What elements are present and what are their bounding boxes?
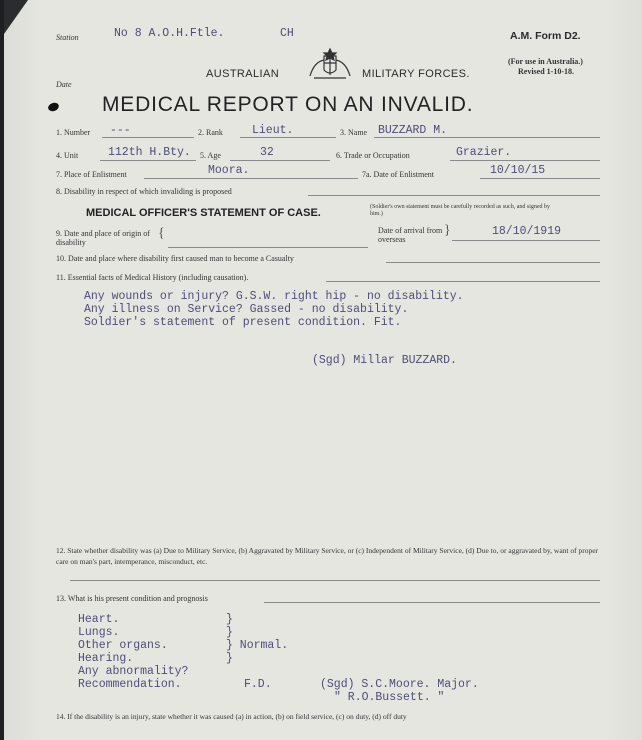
attribution-question: 12. State whether disability was (a) Due to Military Service, (b) Aggravated by Military Service, or (c) Independent of Military Service, (d) Due to, or aggravated by, want of proper care on man's part, intemperance, misconduct, etc.	[56, 546, 599, 566]
exam-abnormality: Any abnormality?	[78, 665, 189, 678]
unit-label: 4. Unit	[56, 151, 79, 160]
unit-value: 112th H.Bty.	[108, 146, 191, 159]
org-left: AUSTRALIAN	[206, 68, 280, 80]
station-label: Station	[56, 33, 79, 42]
attribution-rule	[70, 580, 600, 581]
exam-recommendation: Recommendation.	[78, 678, 182, 691]
enlistment-place-label: 7. Place of Enlistment	[56, 170, 127, 179]
history-label: 11. Essential facts of Medical History (including causation).	[56, 273, 249, 282]
arrival-rule	[452, 240, 600, 241]
statement-heading: MEDICAL OFFICER'S STATEMENT OF CASE.	[86, 207, 321, 219]
name-value: BUZZARD M.	[378, 124, 448, 137]
enlistment-date-value: 10/10/15	[490, 164, 546, 177]
rank-rule	[240, 137, 336, 138]
document-page	[4, 0, 642, 740]
exam-other-organs: Other organs.	[78, 639, 168, 652]
rank-value: Lieut.	[252, 124, 294, 137]
doctor-signature-1: (Sgd) S.C.Moore. Major.	[320, 678, 479, 691]
number-value: ---	[110, 124, 131, 137]
enlistment-place-rule	[144, 178, 358, 179]
form-use-note: (For use in Australia.)	[508, 57, 583, 66]
casualty-label: 10. Date and place where disability first caused man to become a Casualty	[56, 254, 294, 263]
age-label: 5. Age	[200, 151, 221, 160]
injury-question: 14. If the disability is an injury, state whether it was caused (a) in action, (b) on field service, (c) on duty, (d) off duty	[56, 712, 407, 721]
folded-corner	[4, 0, 28, 34]
page-title: MEDICAL REPORT ON AN INVALID.	[102, 93, 474, 116]
origin-rule	[168, 247, 368, 248]
name-label: 3. Name	[340, 128, 368, 137]
trade-value: Grazier.	[456, 146, 512, 159]
exam-heart: Heart.	[78, 613, 120, 626]
casualty-rule	[386, 262, 600, 263]
history-line-3: Soldier's statement of present condition. Fit.	[84, 316, 402, 329]
age-value: 32	[260, 146, 274, 159]
signature-line: (Sgd) Millar BUZZARD.	[312, 354, 457, 367]
arrival-label: Date of arrival from overseas	[378, 226, 443, 244]
arrival-value: 18/10/1919	[492, 225, 562, 238]
arrival-brace: }	[444, 223, 451, 238]
disability-label: 8. Disability in respect of which invaliding is proposed	[56, 187, 232, 196]
enlistment-place-value: Moora.	[208, 164, 250, 177]
condition-label: 13. What is his present condition and prognosis	[56, 594, 208, 603]
exam-recommendation-value: F.D.	[244, 678, 272, 691]
age-rule	[230, 160, 330, 161]
origin-brace: {	[158, 226, 165, 241]
station-value: No 8 A.O.H.Ftle.	[114, 27, 225, 40]
number-rule	[102, 137, 194, 138]
history-rule	[326, 281, 600, 282]
station-code: CH	[280, 27, 294, 40]
origin-label: 9. Date and place of origin of disability	[56, 229, 150, 247]
condition-rule	[264, 602, 600, 603]
coat-of-arms-emblem	[304, 46, 356, 84]
trade-label: 6. Trade or Occupation	[336, 151, 410, 160]
trade-rule	[450, 160, 600, 161]
ink-blot	[47, 101, 60, 112]
rank-label: 2. Rank	[198, 128, 223, 137]
exam-brace-1: }	[226, 613, 233, 626]
exam-brace-2: }	[226, 626, 233, 639]
unit-rule	[100, 160, 196, 161]
history-line-1: Any wounds or injury? G.S.W. right hip - no disability.	[84, 290, 464, 303]
exam-lungs: Lungs.	[78, 626, 120, 639]
exam-brace-4: }	[226, 652, 233, 665]
org-right: MILITARY FORCES.	[362, 68, 470, 80]
enlistment-date-label: 7a. Date of Enlistment	[362, 170, 434, 179]
form-number: A.M. Form D2.	[510, 30, 581, 42]
date-label: Date	[56, 80, 72, 89]
enlistment-date-rule	[480, 178, 600, 179]
exam-brace-3: } Normal.	[226, 639, 289, 652]
disability-rule	[308, 195, 600, 196]
form-revised-note: Revised 1-10-18.	[518, 67, 574, 76]
name-rule	[374, 137, 600, 138]
doctor-signature-2: " R.O.Bussett. "	[334, 691, 445, 704]
number-label: 1. Number	[56, 128, 91, 137]
exam-hearing: Hearing.	[78, 652, 134, 665]
history-line-2: Any illness on Service? Gassed - no disability.	[84, 303, 409, 316]
statement-note: (Soldier's own statement must be carefully recorded as such, and signed by him.)	[370, 204, 551, 217]
